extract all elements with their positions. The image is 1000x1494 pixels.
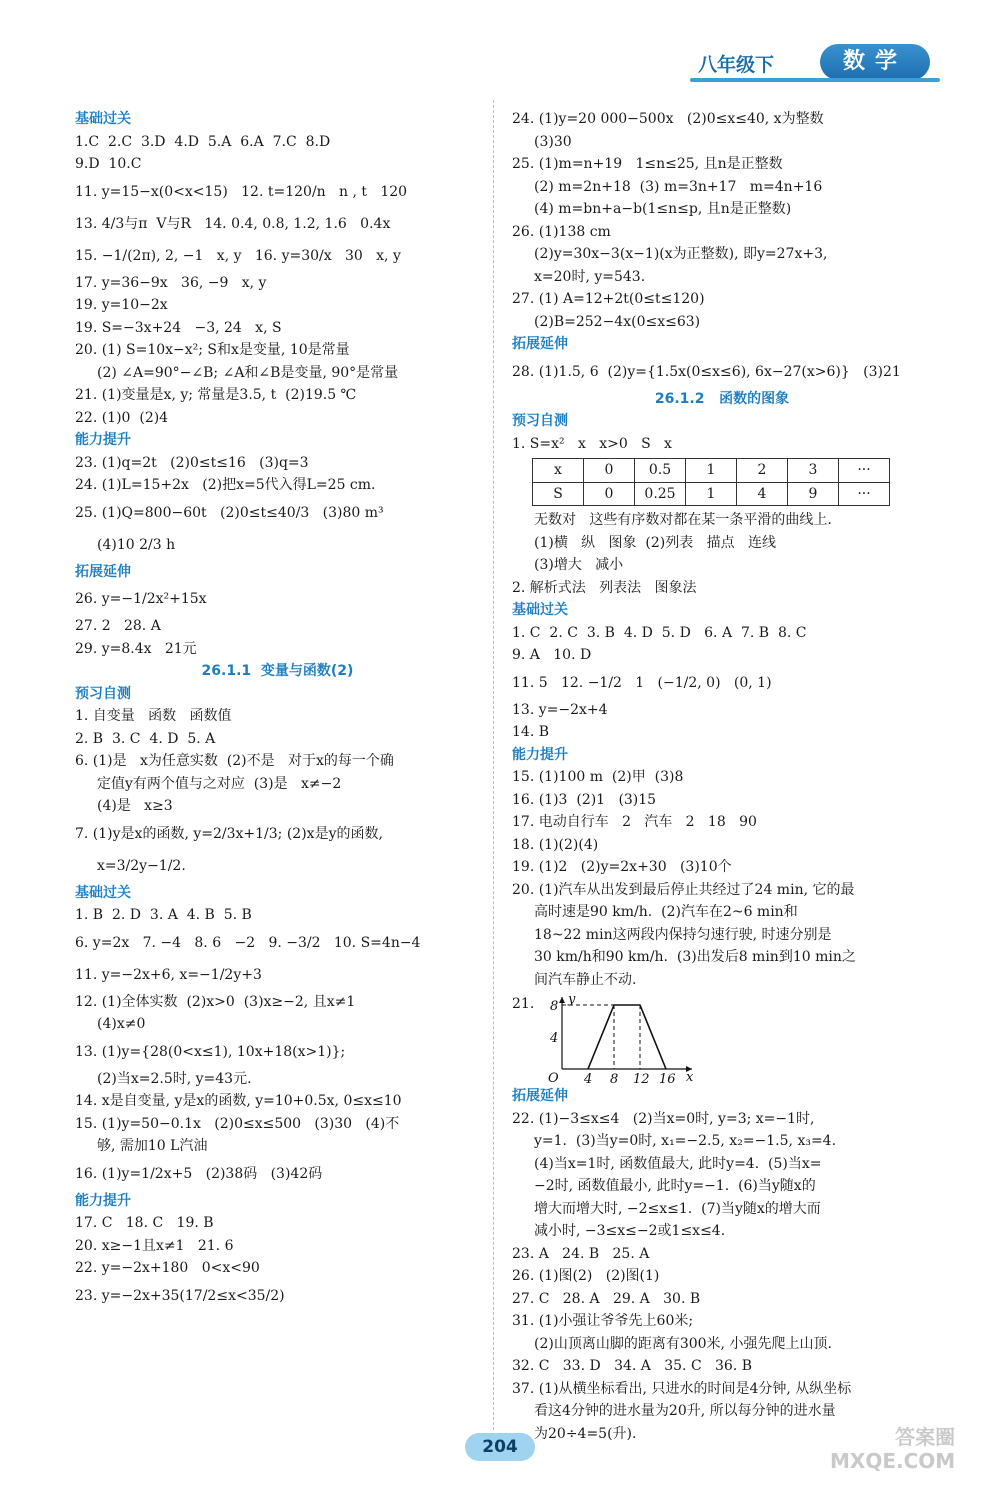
answer-line: 6. y=2x 7. −4 8. 6 −2 9. −3/2 10. S=4n−4 [75,934,421,951]
origin-label: O [548,1071,559,1085]
answer-line: 31. (1)小强让爷爷先上60米; [512,1313,694,1329]
answer-line: 11. y=−2x+6, x=−1/2y+3 [75,966,262,983]
answer-line: 增大而增大时, −2≤x≤1. (7)当y随x的增大而 [534,1200,821,1217]
answer-line: 13. y=−2x+4 [512,701,608,718]
section-heading: 能力提升 [512,746,568,763]
answer-line: (2)山顶离山脚的距离有300米, 小强先爬上山顶. [534,1335,832,1352]
answer-line: 32. C 33. D 34. A 35. C 36. B [512,1358,753,1374]
answer-line: (2) ∠A=90°−∠B; ∠A和∠B是变量, 90°是常量 [97,364,399,381]
section-heading: 能力提升 [75,1192,131,1209]
watermark-title: 答案圈 [895,1425,956,1449]
answer-line: 24. (1)y=20 000−500x (2)0≤x≤40, x为整数 [512,111,824,127]
section-heading: 拓展延伸 [512,1088,568,1104]
value-table [532,458,890,506]
answer-line: 19. y=10−2x [75,297,168,313]
answer-line: 18. (1)(2)(4) [512,836,599,853]
answer-line: 25. (1)Q=800−60t (2)0≤t≤40/3 (3)80 m³ [75,504,384,521]
answer-line: 15. (1)y=50−0.1x (2)0≤x≤500 (3)30 (4)不 [75,1115,400,1132]
table-cell: 9 [788,482,839,506]
answer-line: 20. (1) S=10x−x²; S和x是变量, 10是常量 [75,342,350,358]
answer-line: 22. (1)0 (2)4 [75,409,169,426]
chapter-heading: 26.1.2 函数的图象 [654,390,790,407]
table-cell: 2 [737,459,788,483]
answer-line: 高时速是90 km/h. (2)汽车在2~6 min和 [534,904,798,920]
right-column [512,108,932,1445]
chapter-heading: 26.1.1 变量与函数(2) [201,663,354,679]
answer-21-graph [512,991,932,1085]
answer-line: 11. y=15−x(0<x<15) 12. t=120/n n , t 120 [75,183,408,200]
y-axis-label: y [568,992,576,1007]
left-column [75,108,480,1312]
grade-label: 八年级下 [698,54,775,76]
answer-line: (4)是 x≥3 [97,798,173,814]
subject-badge: 数学 [820,44,930,80]
y-tick-label: 4 [550,1031,559,1046]
section-heading: 基础过关 [75,884,131,901]
y-axis-arrow [559,997,565,1003]
answer-line: 17. 电动自行车 2 汽车 2 18 90 [512,814,757,830]
answer-line: 27. (1) A=12+2t(0≤t≤120) [512,291,705,307]
answer-line: (2)B=252−4x(0≤x≤63) [534,313,701,330]
table-cell: ··· [839,459,890,483]
answer-line: x=3/2y−1/2. [97,857,186,874]
answer-line: 19. (1)2 (2)y=2x+30 (3)10个 [512,859,732,875]
section-heading: 基础过关 [512,602,568,618]
answer-line: 19. S=−3x+24 −3, 24 x, S [75,319,282,336]
table-row [533,459,890,483]
answer-line: 减小时, −3≤x≤−2或1≤x≤4. [534,1223,726,1239]
answer-line: 18~22 min这两段内保持匀速行驶, 时速分别是 [534,926,832,943]
answer-line: 13. (1)y={28(0<x≤1), 10x+18(x>1)}; [75,1043,346,1060]
answer-line: (4)x≠0 [97,1016,146,1032]
answer-line: 为20÷4=5(升). [534,1425,637,1442]
answer-line: 14. x是自变量, y是x的函数, y=10+0.5x, 0≤x≤10 [75,1093,402,1109]
answer-line: 30 km/h和90 km/h. (3)出发后8 min到10 min之 [534,949,856,965]
page-number: 204 [465,1433,535,1461]
answer-line: 20. (1)汽车从出发到最后停止共经过了24 min, 它的最 [512,881,855,898]
answer-line: 17. y=36−9x 36, −9 x, y [75,274,267,291]
answer-line: 21. (1)变量是x, y; 常量是3.5, t (2)19.5 ℃ [75,387,357,403]
answer-line: 15. (1)100 m (2)甲 (3)8 [512,769,684,785]
section-heading: 拓展延伸 [75,563,131,580]
section-heading: 预习自测 [512,413,568,429]
answer-line: 17. C 18. C 19. B [75,1215,214,1231]
table-cell: 0.5 [635,459,686,483]
answer-line: 定值y有两个值与之对应 (3)是 x≠−2 [97,775,342,792]
table-cell: ··· [839,482,890,506]
answer-line: 2. B 3. C 4. D 5. A [75,730,216,747]
answer-line: 13. 4/3与π V与R 14. 0.4, 0.8, 1.2, 1.6 0.4x [75,215,391,232]
answer-line: 2. 解析式法 列表法 图象法 [512,579,697,596]
answer-line: 29. y=8.4x 21元 [75,640,197,657]
answer-line: 22. y=−2x+180 0<x<90 [75,1260,260,1276]
table-cell: 0.25 [635,482,686,506]
section-heading: 能力提升 [75,432,131,448]
answer-line: y=1. (3)当y=0时, x₁=−2.5, x₂=−1.5, x₃=4. [534,1133,837,1149]
answer-line: 1. B 2. D 3. A 4. B 5. B [75,907,252,923]
answer-line: 25. (1)m=n+19 1≤n≤25, 且n是正整数 [512,156,783,172]
header-swoosh [690,78,940,82]
answer-line: 23. (1)q=2t (2)0≤t≤16 (3)q=3 [75,454,309,471]
answer-line: 26. (1)图(2) (2)图(1) [512,1268,660,1284]
table-cell: S [533,482,584,506]
answer-line: 16. (1)y=1/2x+5 (2)38码 (3)42码 [75,1165,323,1182]
answer-line: 26. y=−1/2x²+15x [75,591,207,607]
answer-line: (3)增大 减小 [534,557,624,573]
answer-line: 9.D 10.C [75,156,142,172]
page-header [690,44,940,84]
x-axis-label: x [686,1070,694,1085]
y-tick-label: 8 [550,999,559,1014]
answer-line: 27. 2 28. A [75,618,161,634]
graph-line [588,1005,666,1069]
section-heading: 拓展延伸 [512,336,568,352]
answer-line: x=20时, y=543. [534,268,646,285]
answer-line: 7. (1)y是x的函数, y=2/3x+1/3; (2)x是y的函数, [75,825,383,842]
answer-line: (1)横 纵 图象 (2)列表 描点 连线 [534,534,776,551]
answer-line: (4)当x=1时, 函数值最大, 此时y=4. (5)当x= [534,1155,822,1172]
answer-line: 22. (1)−3≤x≤4 (2)当x=0时, y=3; x=−1时, [512,1110,815,1127]
answer-line: 20. x≥−1且x≠1 21. 6 [75,1237,234,1254]
table-cell: 0 [584,482,635,506]
answer-line: 27. C 28. A 29. A 30. B [512,1290,701,1307]
section-heading: 基础过关 [75,111,131,127]
answer-line: (2) m=2n+18 (3) m=3n+17 m=4n+16 [534,178,823,195]
table-cell: 4 [737,482,788,506]
x-tick-label: 16 [659,1072,676,1085]
answer-line: (4)10 2/3 h [97,536,176,553]
answer-line: 37. (1)从横坐标看出, 只进水的时间是4分钟, 从纵坐标 [512,1380,852,1397]
answer-line: (4) m=bn+a−b(1≤n≤p, 且n是正整数) [534,201,792,217]
answer-line: 1. 自变量 函数 函数值 [75,708,232,724]
answer-line: 1. C 2. C 3. B 4. D 5. D 6. A 7. B 8. C [512,624,807,641]
table-row [533,482,890,506]
answer-line: 26. (1)138 cm [512,223,611,240]
trapezoid-graph [542,991,722,1085]
answer-line: 11. 5 12. −1/2 1 (−1/2, 0) (0, 1) [512,674,772,691]
table-cell: 0 [584,459,635,483]
graph-number: 21. [512,996,535,1012]
x-tick-label: 8 [610,1072,619,1085]
answer-line: −2时, 函数值最小, 此时y=−1. (6)当y随x的 [534,1178,816,1194]
answer-line: (2)当x=2.5时, y=43元. [97,1070,252,1087]
answer-line: 23. y=−2x+35(17/2≤x<35/2) [75,1287,285,1304]
answer-line: 看这4分钟的进水量为20升, 所以每分钟的进水量 [534,1403,836,1419]
table-cell: 1 [686,482,737,506]
answer-line: 间汽车静止不动. [534,971,637,988]
answer-line: 16. (1)3 (2)1 (3)15 [512,791,657,808]
table-cell: x [533,459,584,483]
x-tick-label: 4 [584,1072,593,1085]
watermark [830,1425,955,1473]
answer-line: 28. (1)1.5, 6 (2)y={1.5x(0≤x≤6), 6x−27(x>6)} (3)21 [512,363,901,380]
answer-line: 14. B [512,724,550,740]
answer-line: 24. (1)L=15+2x (2)把x=5代入得L=25 cm. [75,477,376,493]
watermark-url: MXQE.COM [830,1449,956,1473]
table-cell: 1 [686,459,737,483]
answer-line: (3)30 [534,133,572,150]
column-divider [493,100,495,1430]
table-cell: 3 [788,459,839,483]
x-tick-label: 12 [633,1072,650,1085]
answer-line: 9. A 10. D [512,647,592,663]
answer-line: 12. (1)全体实数 (2)x>0 (3)x≥−2, 且x≠1 [75,993,356,1010]
answer-line: 1. S=x² x x>0 S x [512,435,672,452]
answer-line: 6. (1)是 x为任意实数 (2)不是 对于x的每一个确 [75,753,394,769]
answer-line: 1.C 2.C 3.D 4.D 5.A 6.A 7.C 8.D [75,133,331,150]
answer-line: 够, 需加10 L汽油 [97,1138,208,1154]
answer-line: (2)y=30x−3(x−1)(x为正整数), 即y=27x+3, [534,246,828,262]
answer-line: 23. A 24. B 25. A [512,1245,650,1262]
section-heading: 预习自测 [75,685,131,702]
answer-line: 无数对 这些有序数对都在某一条平滑的曲线上. [534,512,832,528]
answer-line: 15. −1/(2π), 2, −1 x, y 16. y=30/x 30 x, y [75,247,401,264]
